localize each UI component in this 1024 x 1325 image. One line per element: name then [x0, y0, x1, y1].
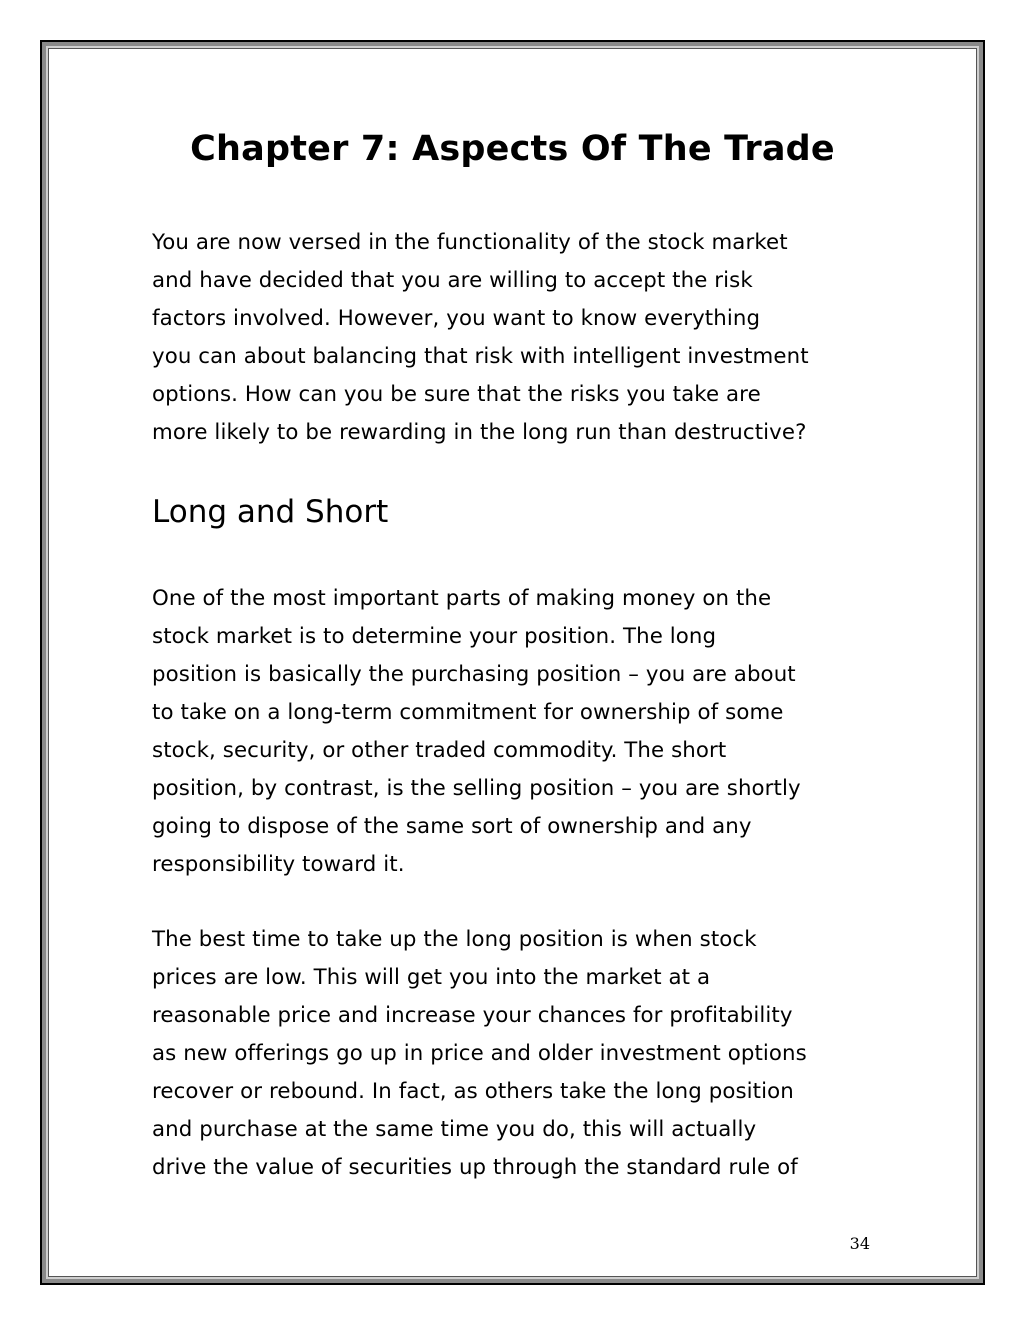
section-heading: Long and Short: [152, 494, 389, 530]
paragraph-line: position is basically the purchasing position – you are about: [152, 662, 796, 687]
paragraph-line: options. How can you be sure that the risks you take are: [152, 382, 761, 407]
page: [48, 48, 977, 1277]
section-paragraph-2: [152, 921, 882, 1187]
paragraph-line: One of the most important parts of making money on the: [152, 586, 772, 611]
paragraph-line: stock, security, or other traded commodity. The short: [152, 738, 727, 763]
paragraph-line: and purchase at the same time you do, this will actually: [152, 1117, 757, 1142]
paragraph-line: more likely to be rewarding in the long run than destructive?: [152, 420, 807, 445]
paragraph-line: factors involved. However, you want to know everything: [152, 306, 761, 331]
intro-paragraph-block: [152, 224, 882, 452]
page-frame-bevel: [46, 46, 979, 1279]
page-number: 34: [849, 1234, 870, 1253]
paragraph-line: you can about balancing that risk with intelligent investment: [152, 344, 809, 369]
page-frame: [40, 40, 985, 1285]
intro-paragraph: [152, 224, 882, 452]
paragraph-line: going to dispose of the same sort of ownership and any: [152, 814, 752, 839]
paragraph-line: stock market is to determine your position. The long: [152, 624, 717, 649]
paragraph-line: reasonable price and increase your chances for profitability: [152, 1003, 793, 1028]
chapter-title: Chapter 7: Aspects Of The Trade: [190, 129, 835, 169]
paragraph-line: drive the value of securities up through the standard rule of: [152, 1155, 798, 1180]
paragraph-line: as new offerings go up in price and older investment options: [152, 1041, 807, 1066]
paragraph-line: responsibility toward it.: [152, 852, 405, 877]
paragraph-line: You are now versed in the functionality of the stock market: [152, 230, 788, 255]
paragraph-line: recover or rebound. In fact, as others take the long position: [152, 1079, 794, 1104]
section-paragraph-2-block: [152, 921, 882, 1187]
paragraph-line: The best time to take up the long position is when stock: [152, 927, 757, 952]
paragraph-line: prices are low. This will get you into the market at a: [152, 965, 711, 990]
section-heading-block: [152, 492, 882, 532]
paragraph-line: to take on a long-term commitment for ownership of some: [152, 700, 784, 725]
paragraph-line: and have decided that you are willing to accept the risk: [152, 268, 753, 293]
section-paragraph-1: [152, 580, 882, 884]
section-paragraph-1-block: [152, 580, 882, 884]
paragraph-line: position, by contrast, is the selling position – you are shortly: [152, 776, 801, 801]
